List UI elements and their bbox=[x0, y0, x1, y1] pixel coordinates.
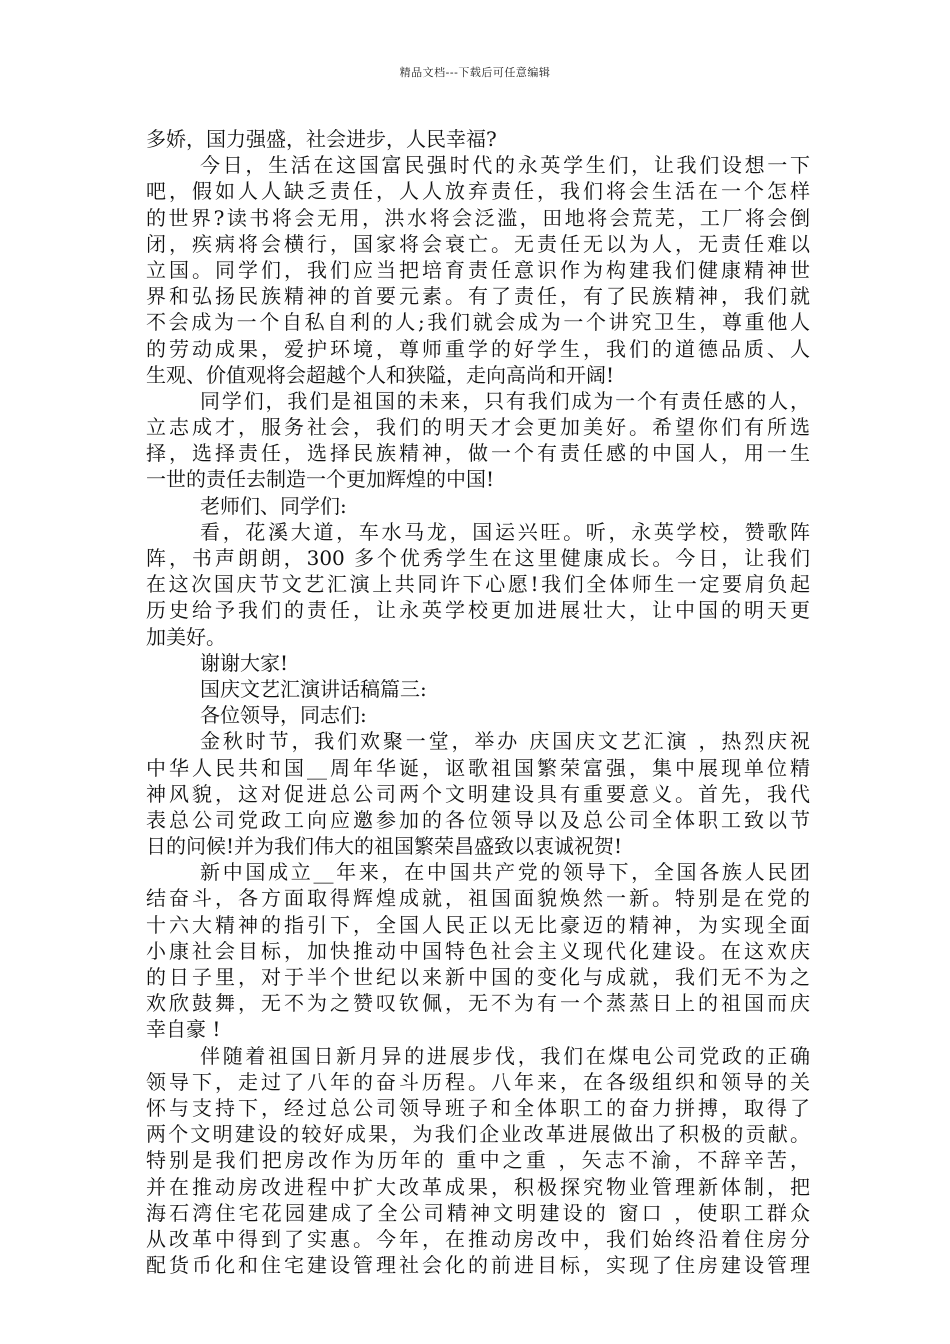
text-line: 特别是我们把房改作为历年的 重中之重 ，矢志不渝，不辞辛苦， bbox=[146, 1148, 810, 1173]
text-line: 怀与支持下，经过总公司领导班子和全体职工的奋力拼搏，取得了 bbox=[146, 1095, 810, 1120]
text-line: 金秋时节，我们欢聚一堂，举办 庆国庆文艺汇演 ，热烈庆祝 bbox=[200, 729, 810, 754]
text-line: 的世界?读书将会无用，洪水将会泛滥，田地将会荒芜，工厂将会倒 bbox=[146, 205, 810, 230]
text-line: 加美好。 bbox=[146, 624, 226, 649]
text-line: 欢欣鼓舞，无不为之赞叹钦佩，无不为有一个蒸蒸日上的祖国而庆 bbox=[146, 991, 810, 1016]
text-line: 多娇，国力强盛，社会进步，人民幸福? bbox=[146, 127, 497, 151]
text-line: 同学们，我们是祖国的未来，只有我们成为一个有责任感的人， bbox=[200, 388, 810, 413]
text-line: 从改革中得到了实惠。今年，在推动房改中，我们始终沿着住房分 bbox=[146, 1226, 810, 1251]
text-line: 新中国成立__年来，在中国共产党的领导下，全国各族人民团 bbox=[200, 860, 810, 885]
text-line: 择，选择责任，选择民族精神，做一个有责任感的中国人，用一生 bbox=[146, 441, 810, 466]
text-line: 领导下，走过了八年的奋斗历程。八年来，在各级组织和领导的关 bbox=[146, 1069, 810, 1094]
text-line: 看，花溪大道，车水马龙，国运兴旺。听，永英学校，赞歌阵 bbox=[200, 519, 810, 544]
text-line: 的劳动成果，爱护环境，尊师重学的好学生，我们的道德品质、人 bbox=[146, 336, 810, 361]
text-line: 表总公司党政工向应邀参加的各位领导以及总公司全体职工致以节 bbox=[146, 807, 810, 832]
text-line: 今日，生活在这国富民强时代的永英学生们，让我们设想一下 bbox=[200, 153, 810, 178]
text-line: 小康社会目标，加快推动中国特色社会主义现代化建设。在这欢庆 bbox=[146, 938, 810, 963]
text-line: 配货币化和住宅建设管理社会化的前进目标，实现了住房建设管理 bbox=[146, 1253, 810, 1278]
text-line: 在这次国庆节文艺汇演上共同许下心愿!我们全体师生一定要肩负起 bbox=[146, 572, 810, 597]
text-line: 日的问候!并为我们伟大的祖国繁荣昌盛致以衷诚祝贺! bbox=[146, 834, 623, 859]
text-line: 一世的责任去制造一个更加辉煌的中国! bbox=[146, 467, 495, 492]
text-line: 十六大精神的指引下，全国人民正以无比豪迈的精神，为实现全面 bbox=[146, 912, 810, 937]
text-line: 老师们、同学们: bbox=[200, 493, 347, 518]
text-line: 立志成才，服务社会，我们的明天才会更加美好。希望你们有所选 bbox=[146, 415, 810, 440]
text-line: 各位领导，同志们: bbox=[200, 703, 367, 728]
text-line: 海石湾住宅花园建成了全公司精神文明建设的 窗口 ，使职工群众 bbox=[146, 1200, 810, 1225]
text-line: 中华人民共和国__周年华诞，讴歌祖国繁荣富强，集中展现单位精 bbox=[146, 755, 810, 780]
document-body bbox=[146, 126, 810, 1278]
text-line: 吧，假如人人缺乏责任，人人放弃责任，我们将会生活在一个怎样 bbox=[146, 179, 810, 204]
text-line: 生观、价值观将会超越个人和狭隘，走向高尚和开阔! bbox=[146, 362, 615, 387]
text-line: 立国。同学们，我们应当把培育责任意识作为构建我们健康精神世 bbox=[146, 257, 810, 282]
text-line: 谢谢大家! bbox=[200, 650, 289, 675]
text-line: 界和弘扬民族精神的首要元素。有了责任，有了民族精神，我们就 bbox=[146, 284, 810, 309]
text-line: 历史给予我们的责任，让永英学校更加进展壮大，让中国的明天更 bbox=[146, 598, 810, 623]
text-line: 两个文明建设的较好成果，为我们企业改革进展做出了积极的贡献。 bbox=[146, 1122, 810, 1147]
text-line: 并在推动房改进程中扩大改革成果，积极探究物业管理新体制，把 bbox=[146, 1174, 810, 1199]
text-line: 不会成为一个自私自利的人;我们就会成为一个讲究卫生，尊重他人 bbox=[146, 310, 810, 335]
text-line: 阵，书声朗朗，300 多个优秀学生在这里健康成长。今日，让我们 bbox=[146, 546, 810, 570]
text-line: 幸自豪 ! bbox=[146, 1017, 221, 1042]
text-line: 神风貌，这对促进总公司两个文明建设具有重要意义。首先，我代 bbox=[146, 781, 810, 806]
text-line: 国庆文艺汇演讲话稿篇三: bbox=[200, 676, 427, 701]
text-line: 结奋斗，各方面取得辉煌成就，祖国面貌焕然一新。特别是在党的 bbox=[146, 886, 810, 911]
page-header: 精品文档---下载后可任意编辑 bbox=[399, 66, 551, 79]
text-line: 的日子里，对于半个世纪以来新中国的变化与成就，我们无不为之 bbox=[146, 965, 810, 989]
text-line: 伴随着祖国日新月异的进展步伐，我们在煤电公司党政的正确 bbox=[200, 1043, 810, 1068]
text-line: 闭，疾病将会横行，国家将会衰亡。无责任无以为人，无责任难以 bbox=[146, 231, 810, 256]
